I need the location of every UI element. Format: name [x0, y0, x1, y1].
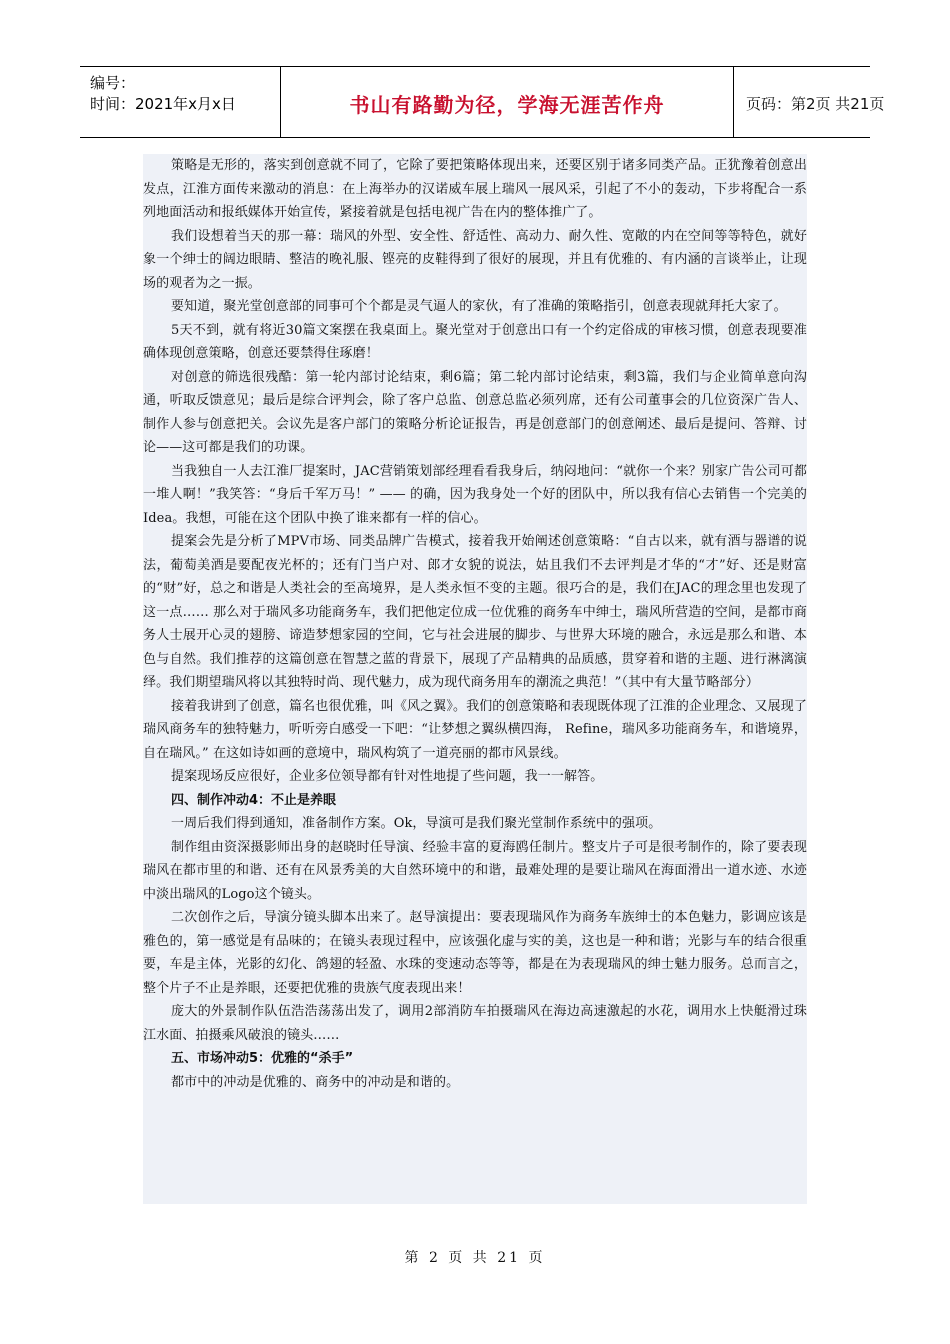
paragraph: 一周后我们得到通知，准备制作方案。Ok，导演可是我们聚光堂制作系统中的强项。 — [171, 816, 662, 831]
document-body — [143, 154, 807, 1204]
paragraph: 接着我讲到了创意，篇名也很优雅，叫《风之翼》。我们的创意策略和表现既体现了江淮的企业理念、又展现了瑞风商务车的独特魅力，听听旁白感受一下吧：“让梦想之翼纵横四海， Refine，瑞风多功能商务车，和谐境界，自在瑞风。” 在这如诗如画的意境中，瑞风构筑了一道亮丽的都市风景线。 — [143, 698, 807, 761]
page-header — [80, 66, 885, 138]
document-number-label: 编号： — [90, 74, 136, 92]
paragraph: 策略是无形的，落实到创意就不同了，它除了要把策略体现出来，还要区别于诸多同类产品。正犹豫着创意出发点，江淮方面传来激动的消息：在上海举办的汉诺威车展上瑞风一展风采，引起了不小的轰动，下步将配合一系列地面活动和报纸媒体开始宣传，紧接着就是包括电视广告在内的整体推广了。 — [143, 158, 807, 220]
header-page-cell — [734, 67, 885, 137]
section-heading: 五、市场冲动5：优雅的“杀手” — [171, 1051, 354, 1066]
motto: 书山有路勤为径，学海无涯苦作舟 — [349, 93, 665, 117]
paragraph: 提案现场反应很好，企业多位领导都有针对性地提了些问题，我一一解答。 — [171, 769, 604, 784]
header-motto-cell — [280, 67, 734, 137]
paragraph: 我们设想着当天的那一幕：瑞风的外型、安全性、舒适性、高动力、耐久性、宽敞的内在空间等等特色，就好象一个绅士的阔边眼睛、整洁的晚礼服、铿亮的皮鞋得到了很好的展现，并且有优雅的、有内涵的言谈举止，让现场的观者为之一振。 — [143, 228, 807, 291]
paragraph: 二次创作之后，导演分镜头脚本出来了。赵导演提出：要表现瑞风作为商务车族绅士的本色魅力，影调应该是雅色的，第一感觉是有品味的；在镜头表现过程中，应该强化虚与实的美，这也是一种和谐；光影与车的结合很重要，车是主体，光影的幻化、鸽翅的轻盈、水珠的变速动态等等，都是在为表现瑞风的绅士魅力服务。总而言之，整个片子不止是养眼，还要把优雅的贵族气度表现出来！ — [143, 910, 807, 996]
paragraph: 5天不到，就有将近30篇文案摆在我桌面上。聚光堂对于创意出口有一个约定俗成的审核习惯，创意表现要准确体现创意策略，创意还要禁得住琢磨！ — [143, 322, 807, 361]
paragraph: 要知道，聚光堂创意部的同事可个个都是灵气逼人的家伙，有了准确的策略指引，创意表现就拜托大家了。 — [171, 299, 787, 314]
paragraph: 都市中的冲动是优雅的、商务中的冲动是和谐的。 — [171, 1074, 460, 1090]
paragraph: 制作组由资深摄影师出身的赵晓时任导演、经验丰富的夏海鸥任制片。整支片子可是很考制作的，除了要表现瑞风在都市里的和谐、还有在风景秀美的大自然环境中的和谐，最难处理的是要让瑞风在海面滑出一道水迹、水迹中淡出瑞风的Logo这个镜头。 — [143, 839, 807, 902]
paragraph: 当我独自一人去江淮厂提案时，JAC营销策划部经理看看我身后，纳闷地问：“就你一个来？别家广告公司可都一堆人啊！”我笑答：“身后千军万马！” —— 的确，因为我身处一个好的团队中，所以我有信心去销售一个完美的Idea。我想，可能在这个团队中换了谁来都有一样的信心。 — [143, 463, 807, 526]
section-heading: 四、制作冲动4：不止是养眼 — [171, 792, 337, 808]
paragraph: 对创意的筛选很残酷：第一轮内部讨论结束，剩6篇；第二轮内部讨论结束，剩3篇，我们与企业简单意向沟通，听取反馈意见；最后是综合评判会，除了客户总监、创意总监必须列席，还有公司董事会的几位资深广告人、制作人参与创意把关。会议先是客户部门的策略分析论证报告，再是创意部门的创意阐述、最后是提问、答辩、讨论——这可都是我们的功课。 — [143, 369, 807, 455]
header-meta — [80, 67, 280, 137]
paragraph: 庞大的外景制作队伍浩浩荡荡出发了，调用2部消防车拍摄瑞风在海边高速激起的水花，调用水上快艇滑过珠江水面、拍摄乘风破浪的镜头…… — [143, 1004, 807, 1043]
page-code: 页码：第2页 共21页 — [746, 95, 885, 113]
document-date: 时间：2021年x月x日 — [90, 95, 236, 113]
paragraph: 提案会先是分析了MPV市场、同类品牌广告模式，接着我开始阐述创意策略：“自古以来，就有酒与器谱的说法，葡萄美酒是要配夜光杯的；还有门当户对、郎才女貌的说法，姑且我们不去评判是才华的“才”好、还是财富的“财”好，总之和谐是人类社会的至高境界，是人类永恒不变的主题。很巧合的是，我们在JAC的理念里也发现了这一点…… 那么对于瑞风多功能商务车，我们把他定位成一位优雅的商务车中绅士，瑞风所营造的空间，是都市商务人士展开心灵的翅膀、谛造梦想家园的空间，它与社会进展的脚步、与世界大环境的融合，永远是那么和谐、本色与自然。我们推荐的这篇创意在智慧之蓝的背景下，展现了产品精典的品质感，贯穿着和谐的主题、进行淋漓演绎。我们期望瑞风将以其独特时尚、现代魅力，成为现代商务用车的潮流之典范！”（其中有大量节略部分） — [143, 534, 807, 690]
page-footer: 第 2 页 共 21 页 — [404, 1250, 546, 1266]
